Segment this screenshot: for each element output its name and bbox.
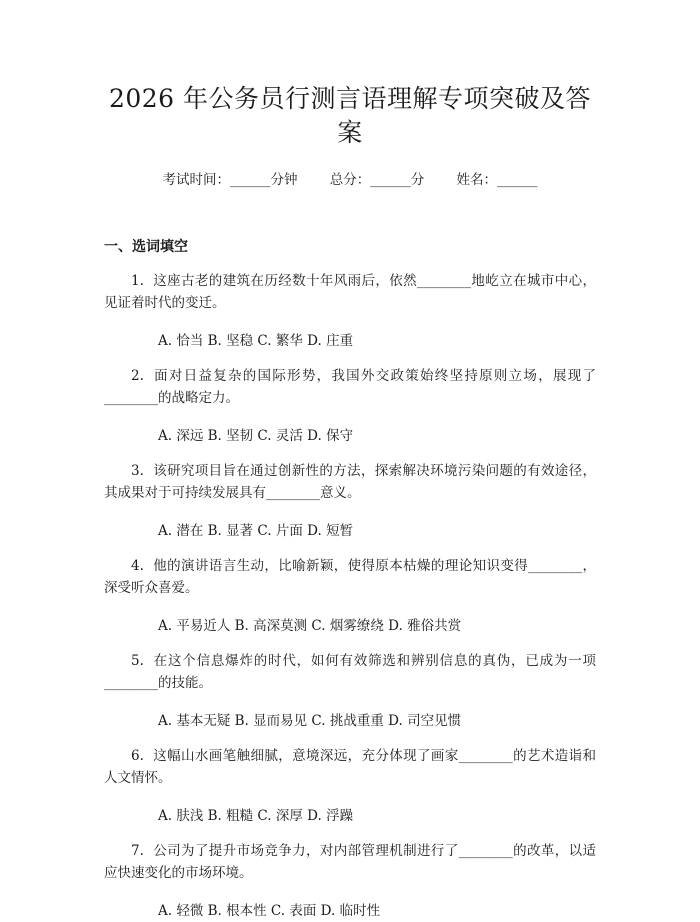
- question-text: 公司为了提升市场竞争力，对内部管理机制进行了________的改革，以适应快速变化的市场环境。: [104, 843, 596, 881]
- name-blank: ______: [497, 172, 538, 188]
- exam-time-field: [162, 172, 297, 188]
- name-label: 姓名：: [456, 172, 498, 188]
- question-number: 2.: [131, 368, 144, 384]
- total-score-unit: 分: [410, 172, 425, 188]
- question-stem: [104, 270, 596, 314]
- question-options: A. 深远 B. 坚韧 C. 灵活 D. 保守: [158, 428, 354, 444]
- page-title: 2026 年公务员行测言语理解专项突破及答案: [108, 84, 592, 147]
- question-options: A. 轻微 B. 根本性 C. 表面 D. 临时性: [158, 903, 381, 919]
- question-item: [104, 650, 596, 732]
- question-text: 这幅山水画笔触细腻，意境深远，充分体现了画家________的艺术造诣和人文情怀。: [104, 748, 596, 786]
- total-score-label: 总分：: [329, 172, 371, 188]
- question-list: [104, 270, 596, 922]
- total-score-blank: ______: [370, 172, 411, 188]
- exam-time-blank: ______: [229, 172, 271, 188]
- question-item: [104, 840, 596, 922]
- question-text: 该研究项目旨在通过创新性的方法，探索解决环境污染问题的有效途径，其成果对于可持续发展具有________意义。: [104, 463, 596, 501]
- question-text: 在这个信息爆炸的时代，如何有效筛选和辨别信息的真伪，已成为一项________的技能。: [104, 653, 596, 691]
- name-field: [457, 172, 538, 188]
- question-options: A. 平易近人 B. 高深莫测 C. 烟雾缭绕 D. 雅俗共赏: [158, 618, 462, 634]
- question-options: A. 恰当 B. 坚稳 C. 繁华 D. 庄重: [158, 333, 354, 349]
- question-stem: [104, 460, 596, 504]
- question-item: [104, 745, 596, 827]
- exam-info: [104, 170, 596, 190]
- question-number: 5.: [131, 653, 144, 669]
- question-stem: [104, 365, 596, 409]
- question-number: 7.: [131, 843, 144, 859]
- question-item: [104, 555, 596, 637]
- question-text: 他的演讲语言生动，比喻新颖，使得原本枯燥的理论知识变得________，深受听众喜爱。: [104, 558, 596, 596]
- question-text: 这座古老的建筑在历经数十年风雨后，依然________地屹立在城市中心，见证着时代的变迁。: [104, 273, 596, 311]
- question-stem: [104, 840, 596, 884]
- question-item: [104, 270, 596, 352]
- question-item: [104, 460, 596, 542]
- exam-time-unit: 分钟: [270, 172, 298, 188]
- question-number: 1.: [131, 273, 144, 289]
- question-options: A. 基本无疑 B. 显而易见 C. 挑战重重 D. 司空见惯: [158, 713, 462, 729]
- question-number: 6.: [131, 748, 144, 764]
- question-number: 3.: [131, 463, 144, 479]
- question-options: A. 肤浅 B. 粗糙 C. 深厚 D. 浮躁: [158, 808, 354, 824]
- exam-time-label: 考试时间：: [162, 172, 230, 188]
- question-stem: [104, 745, 596, 789]
- total-score-field: [330, 172, 425, 188]
- question-item: [104, 365, 596, 447]
- question-stem: [104, 650, 596, 694]
- question-stem: [104, 555, 596, 599]
- section-title: 一、选词填空: [104, 239, 188, 255]
- question-text: 面对日益复杂的国际形势，我国外交政策始终坚持原则立场，展现了________的战略定力。: [104, 368, 596, 406]
- question-number: 4.: [131, 558, 144, 574]
- question-options: A. 潜在 B. 显著 C. 片面 D. 短暂: [158, 523, 354, 539]
